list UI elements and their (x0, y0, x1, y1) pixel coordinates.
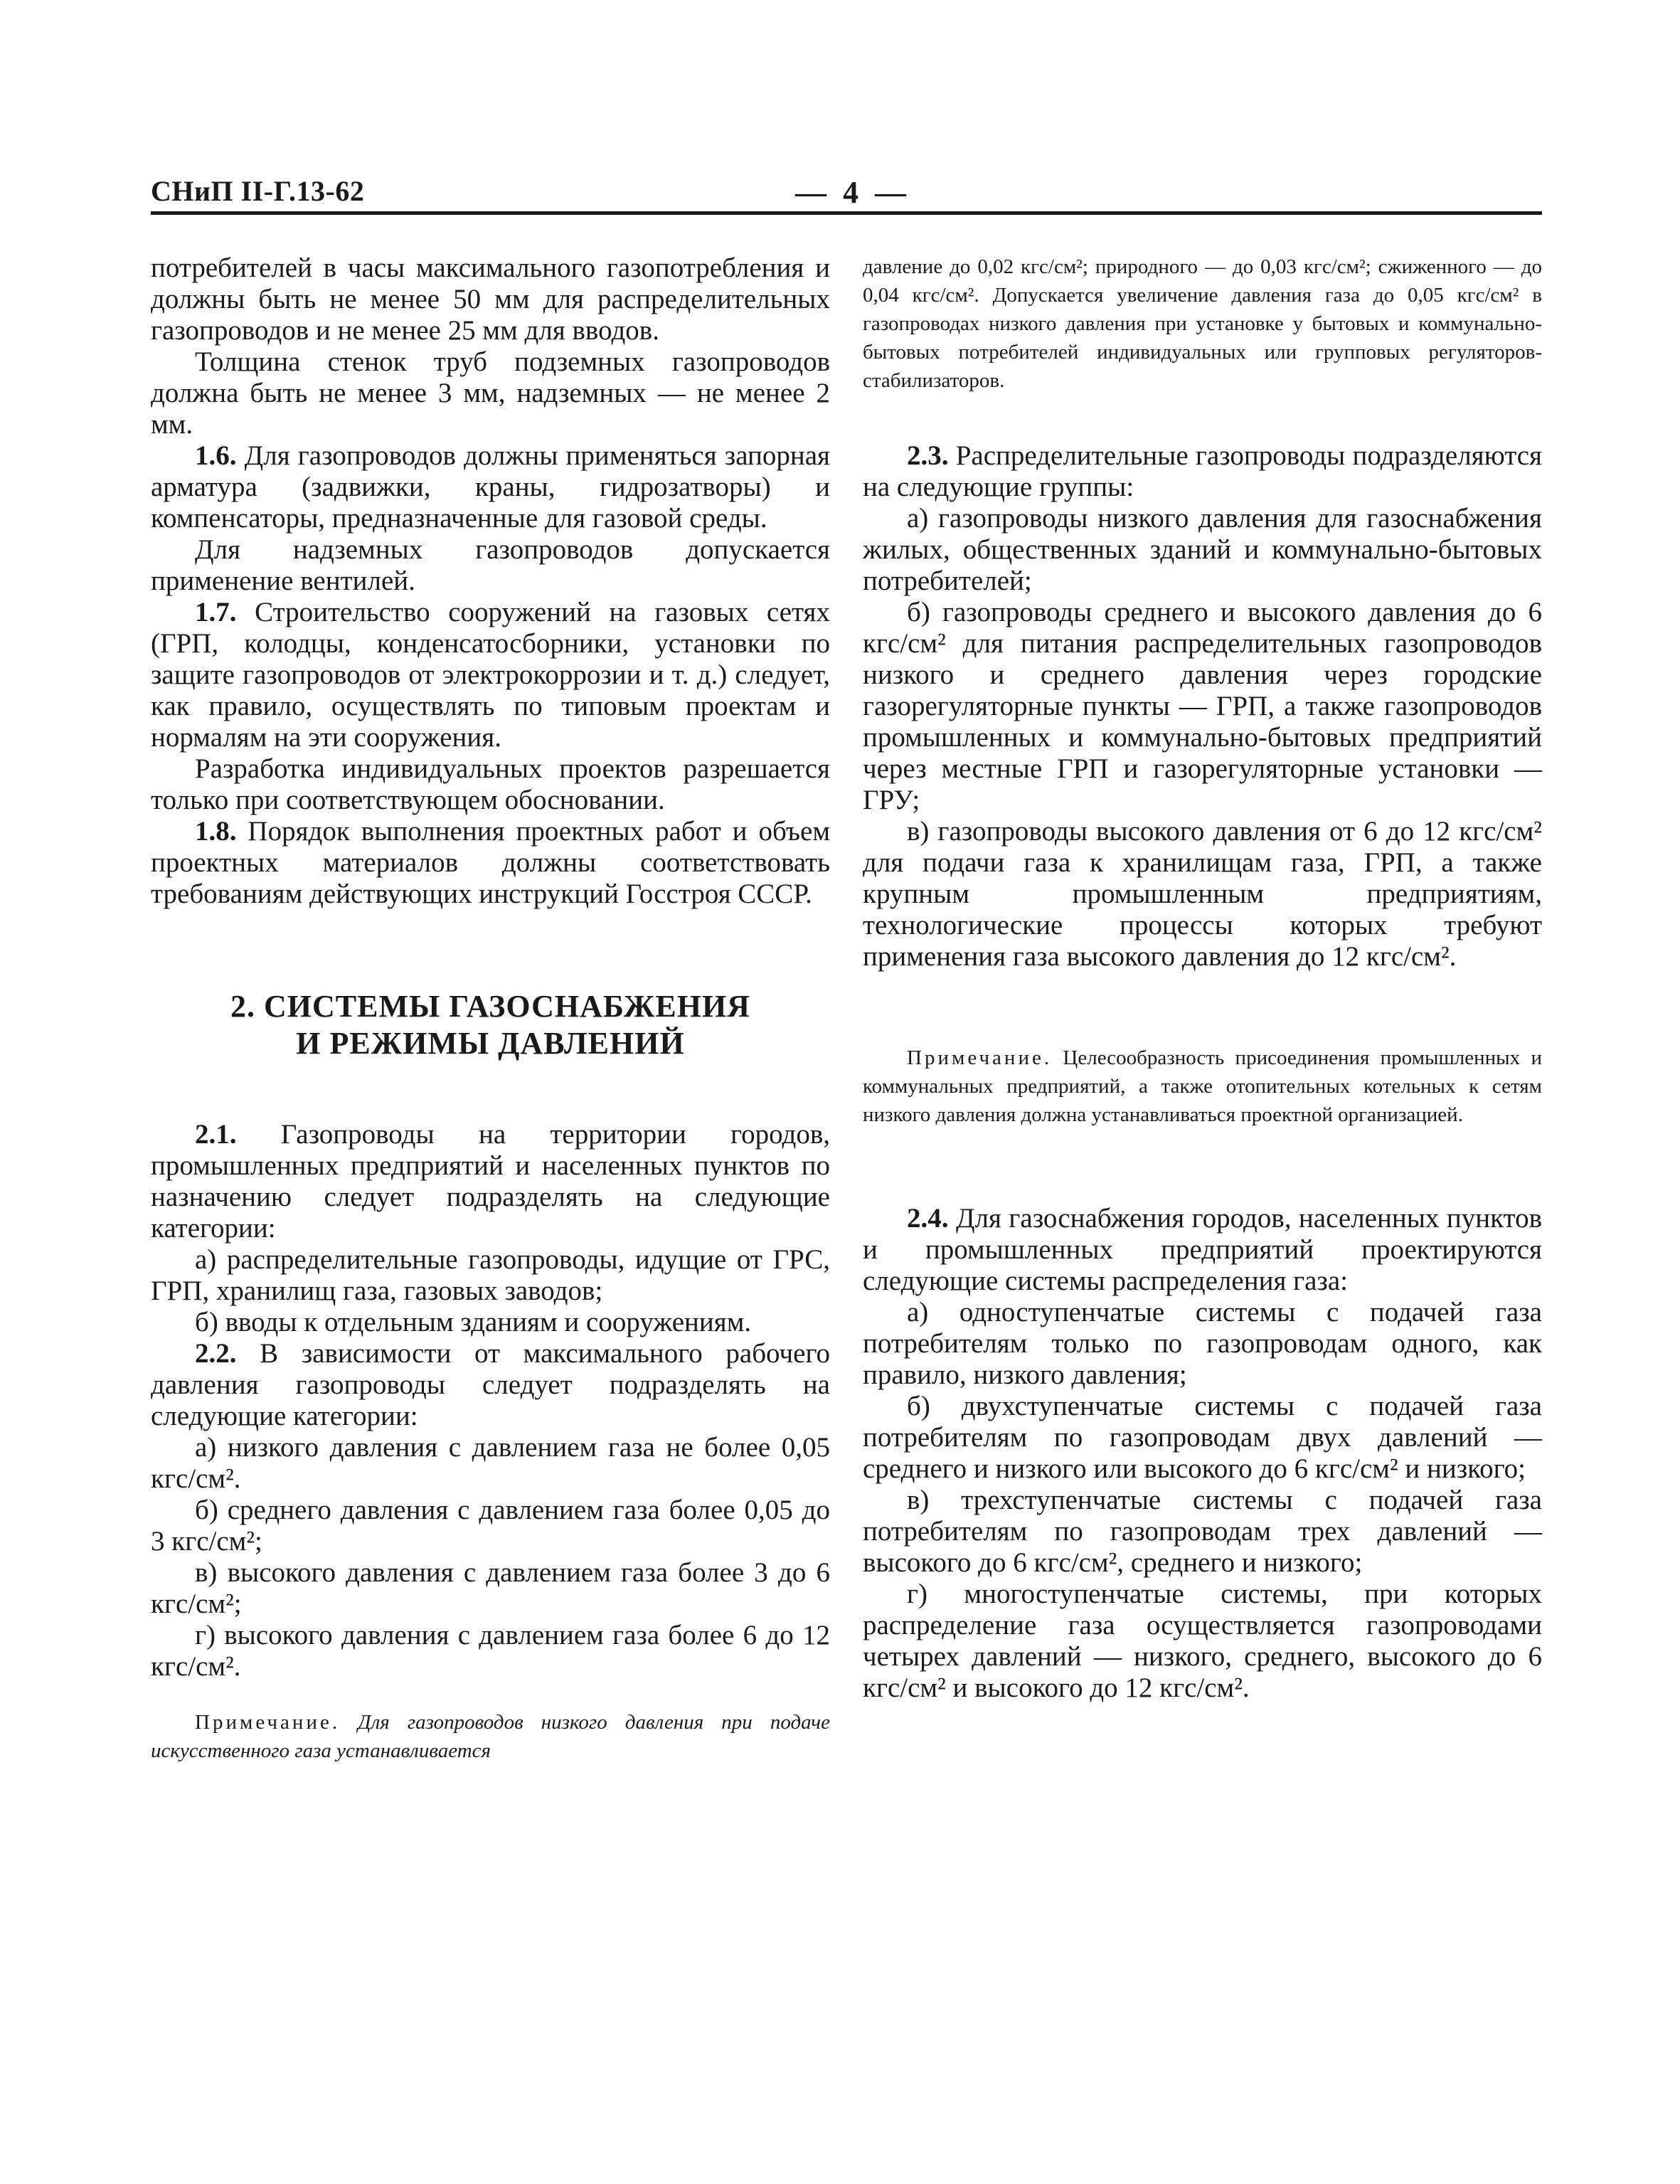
list-item: а) газопроводы низкого давления для газоснабжения жилых, общественных зданий и коммунально-бытовых потребителей; (863, 503, 1542, 596)
clause-number: 1.6. (195, 440, 237, 471)
header-rule (151, 211, 1542, 215)
paragraph-1-7 (151, 597, 830, 753)
note-continuation: давление до 0,02 кгс/см²; природного — до 0,03 кгс/см²; сжиженного — до 0,04 кгс/см². Допускается увеличение давления газа до 0,05 кгс/см² в газопроводах низкого давления при установке у бытовых и коммунально-бытовых потребителей индивидуальных или групповых регуляторов-стабилизаторов. (863, 255, 1542, 392)
note-label: Примечание. (195, 1711, 341, 1734)
paragraph: потребителей в часы максимального газопотребления и должны быть не менее 50 мм для распределительных газопроводов и не менее 25 мм для вводов. (151, 253, 830, 346)
section-title (151, 988, 830, 1062)
clause-number: 1.7. (195, 597, 237, 627)
list-item: г) высокого давления с давлением газа более 6 до 12 кгс/см². (151, 1620, 830, 1682)
clause-text: Для газоснабжения городов, населенных пунктов и промышленных предприятий проектируются следующие системы распределения газа: (863, 1203, 1542, 1296)
page-number: — 4 — (795, 175, 910, 210)
list-item: а) распределительные газопроводы, идущие от ГРС, ГРП, хранилищ газа, газовых заводов; (151, 1244, 830, 1306)
note-text: Целесообразность присоединения промышленных и коммунальных предприятий, а также отопительных котельных к сетям низкого давления должна устанавливаться проектной организацией. (863, 1046, 1542, 1126)
clause-text: В зависимости от максимального рабочего давления газопроводы следует подразделять на следующие категории: (151, 1338, 830, 1431)
left-column (151, 253, 830, 1765)
list-item: г) многоступенчатые системы, при которых распределение газа осуществляется газопроводами четырех давлений — низкого, среднего, высокого до 6 кгс/см² и высокого до 12 кгс/см². (863, 1579, 1542, 1703)
list-item: б) газопроводы среднего и высокого давления до 6 кгс/см² для питания распределительных газопроводов низкого и среднего давления через городские газорегуляторные пункты — ГРП, а также газопроводов промышленных и коммунально-бытовых предприятий через местные ГРП и газорегуляторные установки — ГРУ; (863, 597, 1542, 815)
note (863, 1044, 1542, 1129)
paragraph: Для надземных газопроводов допускается применение вентилей. (151, 534, 830, 596)
paragraph-1-6 (151, 440, 830, 534)
clause-number: 2.1. (195, 1119, 237, 1150)
clause-number: 2.2. (195, 1338, 237, 1369)
list-item: б) вводы к отдельным зданиям и сооружениям. (195, 1307, 752, 1337)
clause-number: 1.8. (195, 816, 237, 847)
section-title-line: 2. СИСТЕМЫ ГАЗОСНАБЖЕНИЯ (230, 989, 750, 1024)
list-item: а) одноступенчатые системы с подачей газа потребителям только по газопроводам одного, как правило, низкого давления; (863, 1297, 1542, 1390)
paragraph-2-2 (151, 1338, 830, 1432)
paragraph-2-3 (863, 440, 1542, 503)
clause-number: 2.4. (907, 1203, 949, 1234)
list-item: б) среднего давления с давлением газа более 0,05 до 3 кгс/см²; (151, 1495, 830, 1557)
list-item: в) газопроводы высокого давления от 6 до 12 кгс/см² для подачи газа к хранилищам газа, ГРП, а также крупным промышленным предприятиям, технологические процессы которых требуют применения газа высокого давления до 12 кгс/см². (863, 816, 1542, 972)
note-label: Примечание. (907, 1046, 1053, 1069)
clause-text: Распределительные газопроводы подразделяются на следующие группы: (863, 440, 1542, 502)
clause-text: Газопроводы на территории городов, промышленных предприятий и населенных пунктов по назначению следует подразделять на следующие категории: (151, 1119, 830, 1244)
right-column (863, 253, 1542, 1704)
paragraph-1-8 (151, 816, 830, 910)
list-item: б) двухступенчатые системы с подачей газа потребителям по газопроводам двух давлений — среднего и низкого или высокого до 6 кгс/см² и низкого; (863, 1391, 1542, 1484)
clause-text: Для газопроводов должны применяться запорная арматура (задвижки, краны, гидрозатворы) и компенсаторы, предназначенные для газовой среды. (151, 440, 830, 534)
clause-text: Строительство сооружений на газовых сетях (ГРП, колодцы, конденсатосборники, установки по защите газопроводов от электрокоррозии и т. д.) следует, как правило, осуществлять по типовым проектам и нормалям на эти сооружения. (151, 597, 830, 753)
clause-number: 2.3. (907, 440, 949, 471)
paragraph: Разработка индивидуальных проектов разрешается только при соответствующем обосновании. (151, 753, 830, 815)
paragraph: Толщина стенок труб подземных газопроводов должна быть не менее 3 мм, надземных — не менее 2 мм. (151, 346, 830, 440)
paragraph-2-4 (863, 1203, 1542, 1297)
list-item: а) низкого давления с давлением газа не более 0,05 кгс/см². (151, 1432, 830, 1494)
paragraph-2-1 (151, 1119, 830, 1244)
note (151, 1708, 830, 1765)
section-title-line: И РЕЖИМЫ ДАВЛЕНИЙ (296, 1026, 685, 1061)
list-item: в) трехступенчатые системы с подачей газа потребителям по газопроводам трех давлений — высокого до 6 кгс/см², среднего и низкого; (863, 1485, 1542, 1578)
note-text: Для газопроводов низкого давления при подаче искусственного газа устанавливается (151, 1711, 830, 1762)
document-code: СНиП II-Г.13-62 (151, 175, 365, 207)
list-item: в) высокого давления с давлением газа более 3 до 6 кгс/см²; (151, 1557, 830, 1619)
clause-text: Порядок выполнения проектных работ и объем проектных материалов должны соответствовать требованиям действующих инструкций Госстроя СССР. (151, 816, 830, 909)
